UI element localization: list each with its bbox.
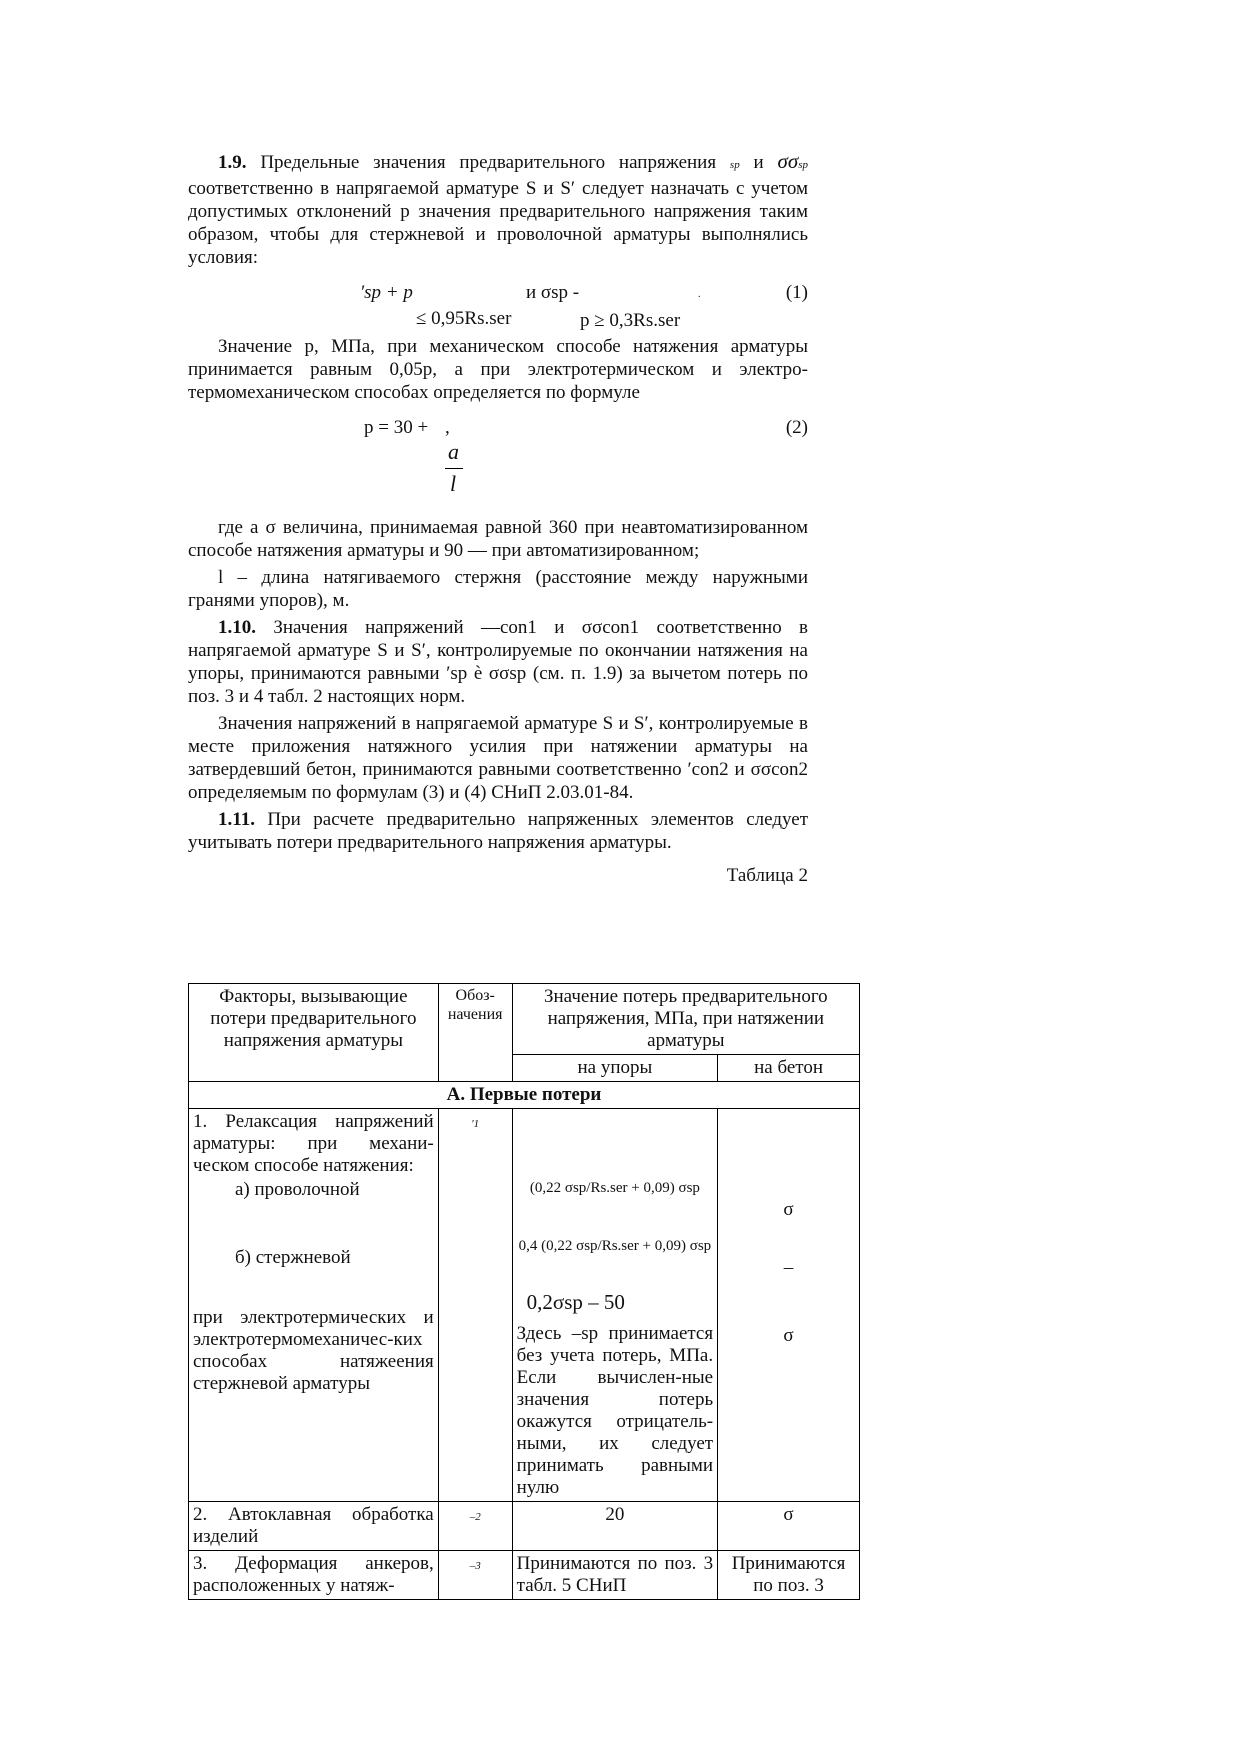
paragraph-1-10: 1.10. Значения напряжений —con1 и σσcon1 соответственно в напрягаемой арматуре S и S′, контролируемые по окончании натяжения на упоры, принимаются равными ′sp è σσsp (см. п. 1.9) за вычетом потерь по поз. 3 и 4 табл. 2 настоящих норм. bbox=[188, 617, 809, 707]
header-supports: на упоры bbox=[512, 1055, 717, 1082]
document-body bbox=[188, 150, 808, 887]
paragraph-where-a: где a σ величина, принимаемая равной 360 при неавтоматизированном способе натяжения арматуры и 90 — при автоматизированном; bbox=[188, 517, 808, 561]
formula-2: p = 30 + , a l (2) bbox=[364, 417, 808, 496]
formula-wire: (0,22 σsp/Rs.ser + 0,09) σsp bbox=[529, 1180, 700, 1196]
table-header-row bbox=[189, 984, 860, 1055]
header-value: Значение потерь предварительного напряжения, МПа, при натяжении арматуры bbox=[512, 984, 859, 1055]
table-row: 3. Деформация анкеров, расположенных у натяж- –3 Принимаются по поз. 3 табл. 5 СНиП Принимаются по поз. 3 bbox=[189, 1551, 860, 1600]
paragraph-p-value: Значение p, МПа, при механическом способе натяжения арматуры принимается равным 0,05р, а при электротермическом и электро-термомеханическом способах определяется по формуле bbox=[188, 336, 808, 403]
section-row bbox=[189, 1082, 860, 1109]
formula-electro: 0,2σsp – 50 bbox=[526, 1290, 625, 1314]
losses-table bbox=[188, 983, 860, 1600]
note-text: Здесь –sp принимается без учета потерь, МПа. Если вычислен-ные значения потерь окажутся отрицатель-ными, их следует принимать равными нулю bbox=[516, 1323, 714, 1498]
section-title: А. Первые потери bbox=[189, 1082, 860, 1109]
header-concrete: на бетон bbox=[718, 1055, 860, 1082]
table-row: 1. Релаксация напряжений арматуры: при механи-ческом способе натяжения: а) проволочной б) стержневой при электротермических и электротермомеханичес-ких способах натяжеения стержневой арматуры ′1 (0,22 σsp/Rs.ser + 0,09) σsp 0,4 (0,22 σsp/Rs.ser + 0,09) σsp 0,2σsp – 50 Здесь –sp принимается без учета потерь, МПа. Если вычислен-ные значения потерь окажутся отрицатель-ными, их следует принимать равными нулю σ – σ bbox=[189, 1109, 860, 1502]
table-caption: Таблица 2 bbox=[726, 865, 808, 886]
paragraph-where-l: l – длина натягиваемого стержня (расстояние между наружными гранями упоров), м. bbox=[188, 567, 808, 611]
header-factors: Факторы, вызывающие потери предварительного напряжения арматуры bbox=[189, 984, 439, 1082]
paragraph-1-11: 1.11. При расчете предварительно напряженных элементов следует учитывать потери предварительного напряжения арматуры. bbox=[188, 809, 808, 853]
paragraph-values-2: Значения напряжений в напрягаемой арматуре S и S′, контролируемые в месте приложения натяжного усилия при натяжении арматуры на затвердевший бетон, принимаются равными соответственно ′con2 и σσcon2 определяемым по формулам (3) и (4) СНиП 2.03.01-84. bbox=[188, 713, 808, 803]
formula-1: ′sp + p ≤ 0,95Rs.ser и σsp - p ≥ 0,3Rs.ser . (1) bbox=[360, 282, 808, 331]
table-row: 2. Автоклавная обработка изделий –2 20 σ bbox=[189, 1502, 860, 1551]
formula-rod: 0,4 (0,22 σsp/Rs.ser + 0,09) σsp bbox=[518, 1238, 712, 1254]
header-symbol: Обоз-начения bbox=[438, 984, 512, 1082]
paragraph-1-9: 1.9. Предельные значения предварительного напряжения sp и σσsp соответственно в напрягаемой арматуре S и S′ следует назначать с учетом допустимых отклонений p значения предварительного напряжения таким образом, чтобы для стержневой и проволочной арматуры выполнялись условия: bbox=[188, 149, 809, 268]
clause-number: 1.9. bbox=[218, 152, 247, 173]
